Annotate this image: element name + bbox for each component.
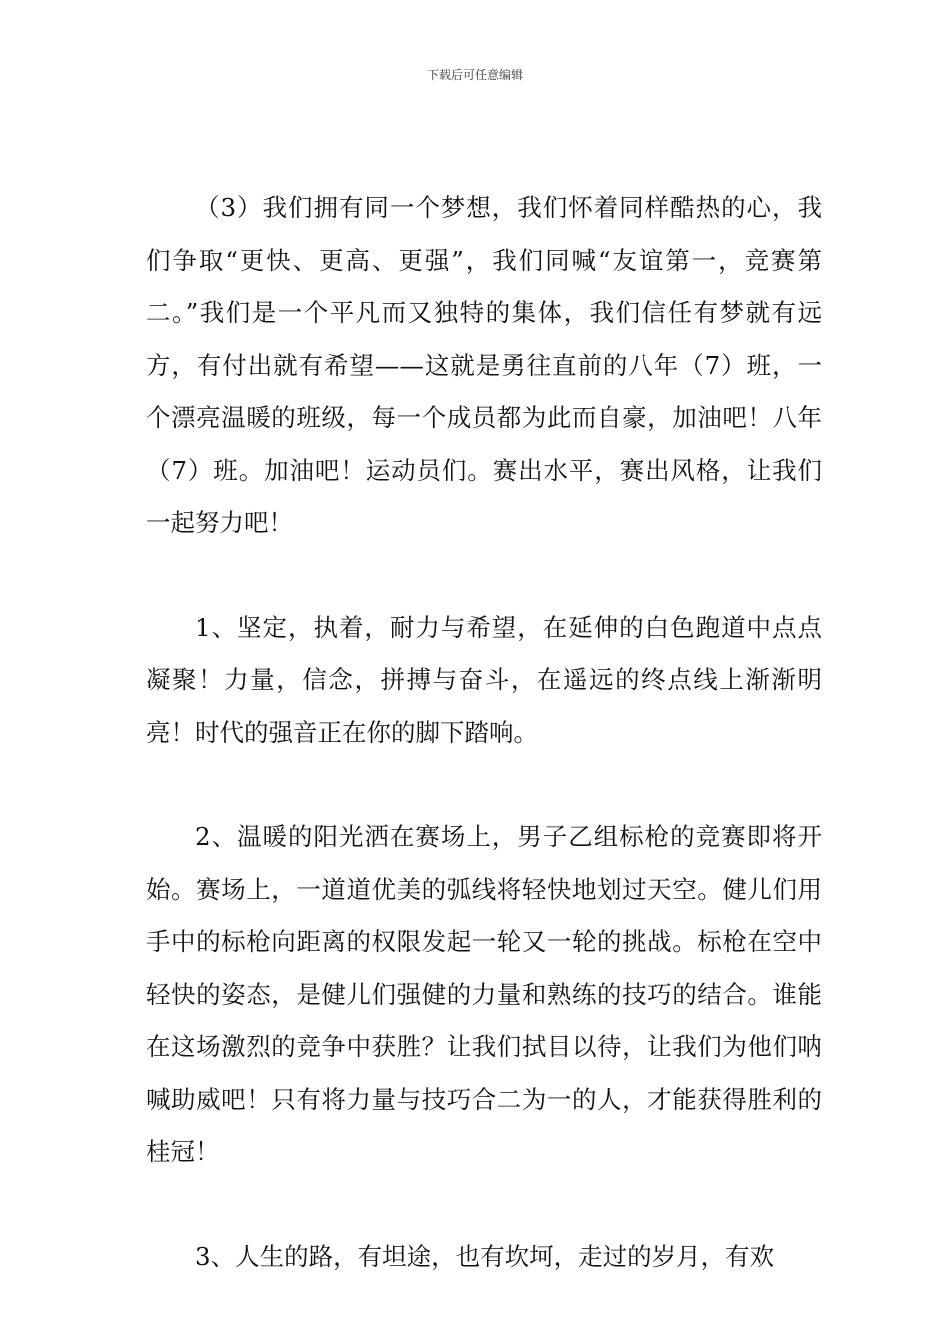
paragraph-1-track: 1、坚定，执着，耐力与希望，在延伸的白色跑道中点点凝聚！力量，信念，拼搏与奋斗，在遥远的终点线上渐渐明亮！时代的强音正在你的脚下踏响。	[146, 612, 822, 747]
paragraph-2-javelin: 2、温暖的阳光洒在赛场上，男子乙组标枪的竞赛即将开始。赛场上，一道道优美的弧线将轻快地划过天空。健儿们用手中的标枪向距离的权限发起一轮又一轮的挑战。标枪在空中轻快的姿态，是健儿们强健的力量和熟练的技巧的结合。谁能在这场激烈的竞争中获胜？让我们拭目以待，让我们为他们呐喊助威吧！只有将力量与技巧合二为一的人，才能获得胜利的桂冠！	[146, 822, 822, 1166]
paragraph-class-slogan: （3）我们拥有同一个梦想，我们怀着同样酷热的心，我们争取“更快、更高、更强”，我们同喊“友谊第一，竞赛第二。”我们是一个平凡而又独特的集体，我们信任有梦就有远方，有付出就有希望——这就是勇往直前的八年（7）班，一个漂亮温暖的班级，每一个成员都为此而自豪，加油吧！八年（7）班。加油吧！运动员们。赛出水平，赛出风格，让我们一起努力吧！	[146, 193, 822, 537]
paragraph-3-life-road: 3、人生的路，有坦途，也有坎坷，走过的岁月，有欢	[195, 1241, 775, 1271]
document-body	[146, 182, 822, 1283]
page-header-note: 下载后可任意编辑	[426, 68, 523, 82]
